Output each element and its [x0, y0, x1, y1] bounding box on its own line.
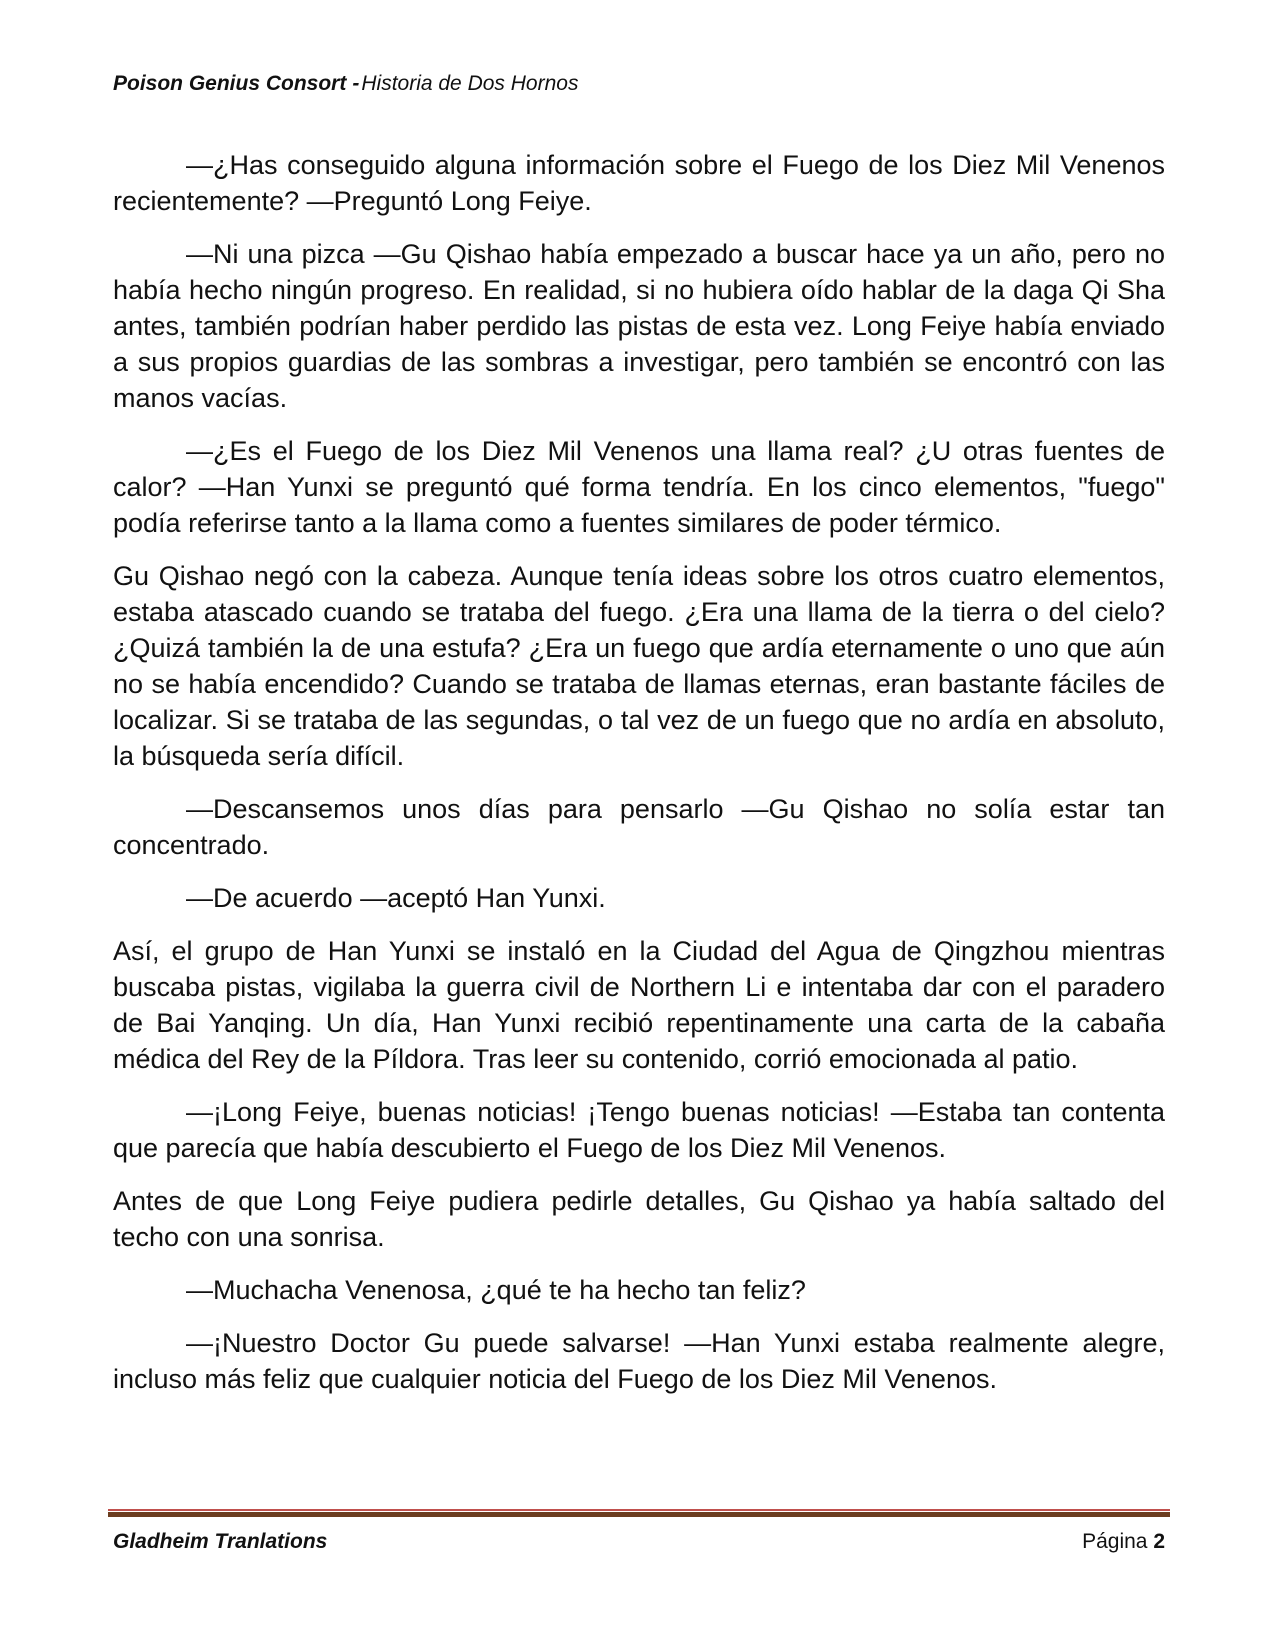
page-label: Página [1082, 1530, 1148, 1553]
footer-divider-thick-line [108, 1512, 1170, 1517]
paragraph: —Ni una pizca —Gu Qishao había empezado a buscar hace ya un año, pero no había hecho ningún progreso. En realidad, si no hubiera oído hablar de la daga Qi Sha antes, también podrían haber perdido las pistas de esta vez. Long Feiye había enviado a sus propios guardias de las sombras a investigar, pero también se encontró con las manos vacías. [113, 239, 1165, 413]
page-number-label [1082, 1530, 1165, 1554]
page-header [113, 72, 578, 96]
paragraph: —¿Es el Fuego de los Diez Mil Venenos una llama real? ¿U otras fuentes de calor? —Han Yunxi se preguntó qué forma tendría. En los cinco elementos, "fuego" podía referirse tanto a la llama como a fuentes similares de poder térmico. [113, 436, 1165, 538]
header-series-title: Poison Genius Consort [113, 72, 347, 95]
paragraph: —¿Has conseguido alguna información sobre el Fuego de los Diez Mil Venenos recientemente? —Preguntó Long Feiye. [113, 150, 1165, 216]
paragraph: —¡Long Feiye, buenas noticias! ¡Tengo buenas noticias! —Estaba tan contenta que parecía que había descubierto el Fuego de los Diez Mil Venenos. [113, 1097, 1165, 1163]
paragraph: Gu Qishao negó con la cabeza. Aunque tenía ideas sobre los otros cuatro elementos, estaba atascado cuando se trataba del fuego. ¿Era una llama de la tierra o del cielo? ¿Quizá también la de una estufa? ¿Era un fuego que ardía eternamente o uno que aún no se había encendido? Cuando se trataba de llamas eternas, eran bastante fáciles de localizar. Si se trataba de las segundas, o tal vez de un fuego que no ardía en absoluto, la búsqueda sería difícil. [113, 561, 1165, 771]
page-body [113, 147, 1165, 1414]
footer-divider-thin-line [108, 1509, 1170, 1511]
paragraph: —Descansemos unos días para pensarlo —Gu Qishao no solía estar tan concentrado. [113, 794, 1165, 860]
page-number: 2 [1153, 1530, 1165, 1553]
paragraph: —Muchacha Venenosa, ¿qué te ha hecho tan feliz? [186, 1275, 806, 1305]
header-separator: - [352, 72, 360, 95]
paragraph: Así, el grupo de Han Yunxi se instaló en la Ciudad del Agua de Qingzhou mientras buscaba pistas, vigilaba la guerra civil de Northern Li e intentaba dar con el paradero de Bai Yanqing. Un día, Han Yunxi recibió repentinamente una carta de la cabaña médica del Rey de la Píldora. Tras leer su contenido, corrió emocionada al patio. [113, 936, 1165, 1074]
paragraph: —De acuerdo —aceptó Han Yunxi. [186, 883, 606, 913]
footer-credit: Gladheim Tranlations [113, 1530, 328, 1553]
header-chapter-title: Historia de Dos Hornos [361, 72, 579, 95]
paragraph: —¡Nuestro Doctor Gu puede salvarse! —Han Yunxi estaba realmente alegre, incluso más feliz que cualquier noticia del Fuego de los Diez Mil Venenos. [113, 1328, 1165, 1394]
paragraph: Antes de que Long Feiye pudiera pedirle detalles, Gu Qishao ya había saltado del techo con una sonrisa. [113, 1186, 1165, 1252]
footer-divider [108, 1509, 1170, 1518]
